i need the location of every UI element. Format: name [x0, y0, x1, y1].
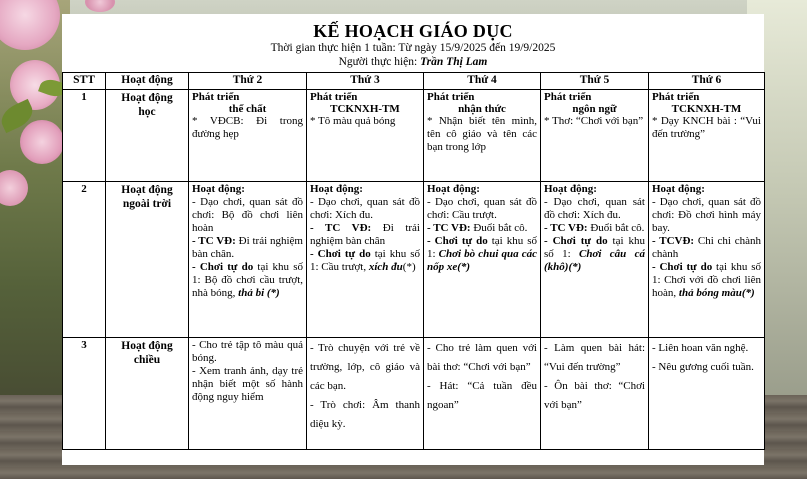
- free-play-value: tại khu số 1: Chơi với đồ chơi liên hoàn,: [652, 261, 761, 299]
- lesson-text: * Nhận biết tên mình, tên cô giáo và tên các bạn trong lớp: [427, 115, 537, 153]
- subject-title: Phát triển: [544, 91, 592, 103]
- lesson-text: * Tô màu quả bóng: [310, 115, 396, 127]
- cell-tue: [307, 338, 424, 450]
- activity-line: học: [138, 106, 156, 118]
- col-header-tue: Thứ 3: [307, 73, 424, 90]
- cell-mon: [189, 90, 307, 182]
- table-row: [63, 90, 765, 182]
- free-play-text: [427, 235, 537, 274]
- free-play-label: - Chơi tự do: [310, 248, 371, 260]
- afternoon-item: - Cho trẻ làm quen với bài thơ: “Chơi với bạn”: [427, 342, 537, 373]
- game-label: - TC VĐ:: [544, 222, 588, 234]
- cell-wed: [424, 90, 541, 182]
- activity-cell: [106, 182, 189, 338]
- game-label: - TC VĐ:: [192, 235, 236, 247]
- observe-text: - Dạo chơi, quan sát đồ chơi: Cầu trượt.: [427, 196, 537, 221]
- activity-heading: Hoạt động:: [427, 183, 480, 195]
- cell-thu: [541, 182, 649, 338]
- document-header: [62, 21, 764, 69]
- game-value: Đi trải nghiệm bàn chân: [310, 222, 420, 247]
- cell-tue: [307, 90, 424, 182]
- afternoon-item: - Trò chuyện với trẻ về trường, lớp, cô giáo và các bạn.: [310, 342, 420, 392]
- col-header-mon: Thứ 2: [189, 73, 307, 90]
- free-play-value: tại khu số 1: Cầu trượt,: [310, 248, 420, 273]
- cell-mon: [189, 182, 307, 338]
- activity-heading: Hoạt động:: [544, 183, 597, 195]
- cell-fri: [649, 338, 765, 450]
- afternoon-item: - Cho trẻ tập tô màu quả bóng.: [192, 339, 303, 364]
- afternoon-item: - Làm quen bài hát: “Vui đến trường”: [544, 342, 645, 373]
- activity-heading: Hoạt động:: [310, 183, 363, 195]
- free-play-label: - Chơi tự do: [544, 235, 608, 247]
- observe-text: - Dạo chơi, quan sát đồ chơi: Bộ đồ chơi liên hoàn: [192, 196, 303, 234]
- lesson-text: * Thơ: “Chơi với bạn”: [544, 115, 644, 127]
- free-play-text: [544, 235, 645, 274]
- activity-line: Hoạt động: [121, 92, 173, 104]
- free-play-value: tại khu số 1:: [544, 235, 645, 260]
- subject-title: Phát triển: [427, 91, 475, 103]
- subject-title: Phát triển: [652, 91, 700, 103]
- observe-text: - Dạo chơi, quan sát đồ chơi: Xích đu.: [544, 196, 645, 221]
- afternoon-item: - Nêu gương cuối tuần.: [652, 361, 754, 373]
- row-number: 2: [63, 182, 106, 338]
- activity-heading: Hoạt động:: [652, 183, 705, 195]
- col-header-activity: Hoạt động: [106, 73, 189, 90]
- free-play-emphasis: Chơi bò chui qua các nốp xe(*): [427, 248, 537, 273]
- game-value: Đi trải nghiệm bàn chân.: [192, 235, 303, 260]
- game-value: Chi chi chành chành: [652, 235, 761, 260]
- document-title: KẾ HOẠCH GIÁO DỤC: [313, 21, 513, 41]
- cherry-blossom: [20, 120, 64, 164]
- cell-wed: [424, 338, 541, 450]
- table-header-row: [63, 73, 765, 90]
- activity-cell: [106, 90, 189, 182]
- col-header-wed: Thứ 4: [424, 73, 541, 90]
- afternoon-item: - Hát: “Cả tuần đều ngoan”: [427, 380, 537, 411]
- game-text: [310, 222, 420, 248]
- subject-title: TCKNXH-TM: [671, 103, 742, 115]
- game-value: Đuổi bắt cô.: [470, 222, 528, 234]
- cell-tue: [307, 182, 424, 338]
- free-play-text: [652, 261, 761, 300]
- activity-heading: Hoạt động:: [192, 183, 245, 195]
- game-text: [652, 235, 761, 261]
- game-label: - TC VĐ:: [310, 222, 372, 234]
- row-number: 1: [63, 90, 106, 182]
- free-play-value: tại khu số 1:: [427, 235, 537, 260]
- cell-thu: [541, 338, 649, 450]
- author-line: [62, 55, 764, 69]
- plan-table: [62, 72, 765, 450]
- activity-line: Hoạt động: [121, 340, 173, 352]
- activity-line: chiều: [133, 354, 161, 366]
- activity-cell: [106, 338, 189, 450]
- document-page: [62, 14, 764, 465]
- free-play-label: - Chơi tự do: [652, 261, 713, 273]
- subject-title: Phát triển: [192, 91, 240, 103]
- cell-fri: [649, 182, 765, 338]
- lesson-text: * Dạy KNCH bài : “Vui đến trường”: [652, 115, 761, 140]
- game-text: [544, 222, 645, 235]
- free-play-label: - Chơi tự do: [427, 235, 488, 247]
- free-play-label: - Chơi tự do: [192, 261, 254, 273]
- activity-line: Hoạt động: [121, 184, 173, 196]
- table-row: [63, 338, 765, 450]
- free-play-value: tại khu số 1: Bộ đồ chơi cầu trượt, nhà bóng,: [192, 261, 303, 299]
- observe-text: - Dạo chơi, quan sát đồ chơi: Xích đu.: [310, 196, 420, 221]
- subject-title: ngôn ngữ: [572, 103, 617, 115]
- game-value: Đuổi bắt cô.: [587, 222, 645, 234]
- time-range: Thời gian thực hiện 1 tuần: Từ ngày 15/9/2025 đến 19/9/2025: [270, 42, 556, 54]
- free-play-tail: (*): [402, 261, 416, 273]
- afternoon-item: - Ôn bài thơ: “Chơi với bạn”: [544, 380, 645, 411]
- game-label: - TC VĐ:: [427, 222, 471, 234]
- col-header-stt: STT: [63, 73, 106, 90]
- cell-thu: [541, 90, 649, 182]
- game-text: [192, 235, 303, 261]
- free-play-emphasis: xích đu: [368, 261, 403, 273]
- table-row: [63, 182, 765, 338]
- col-header-fri: Thứ 6: [649, 73, 765, 90]
- subject-title: Phát triển: [310, 91, 358, 103]
- activity-line: ngoài trời: [122, 198, 172, 210]
- game-label: - TCVĐ:: [652, 235, 695, 247]
- row-number: 3: [63, 338, 106, 450]
- free-play-text: [192, 261, 303, 300]
- free-play-text: [310, 248, 420, 274]
- subject-title: nhận thức: [458, 103, 506, 115]
- author-label: Người thực hiện:: [338, 56, 421, 68]
- afternoon-item: - Xem tranh ảnh, dạy trẻ nhận biết một số hành động nguy hiểm: [192, 365, 303, 403]
- free-play-emphasis: thả bi (*): [238, 287, 280, 299]
- afternoon-item: - Trò chơi: Âm thanh diệu kỳ.: [310, 399, 420, 430]
- cell-wed: [424, 182, 541, 338]
- observe-text: - Dạo chơi, quan sát đồ chơi: Đồ chơi hình máy bay.: [652, 196, 761, 234]
- subject-title: thể chất: [228, 103, 267, 115]
- lesson-text: * VĐCB: Đi trong đường hẹp: [192, 115, 303, 140]
- game-text: [427, 222, 537, 235]
- author-name: Trần Thị Lam: [420, 56, 488, 68]
- col-header-thu: Thứ 5: [541, 73, 649, 90]
- free-play-emphasis: thả bóng màu(*): [678, 287, 755, 299]
- free-play-emphasis: Chơi câu cá (khô)(*): [544, 248, 646, 273]
- cell-fri: [649, 90, 765, 182]
- cell-mon: [189, 338, 307, 450]
- subject-title: TCKNXH-TM: [330, 103, 400, 115]
- afternoon-item: - Liên hoan văn nghệ.: [652, 342, 749, 354]
